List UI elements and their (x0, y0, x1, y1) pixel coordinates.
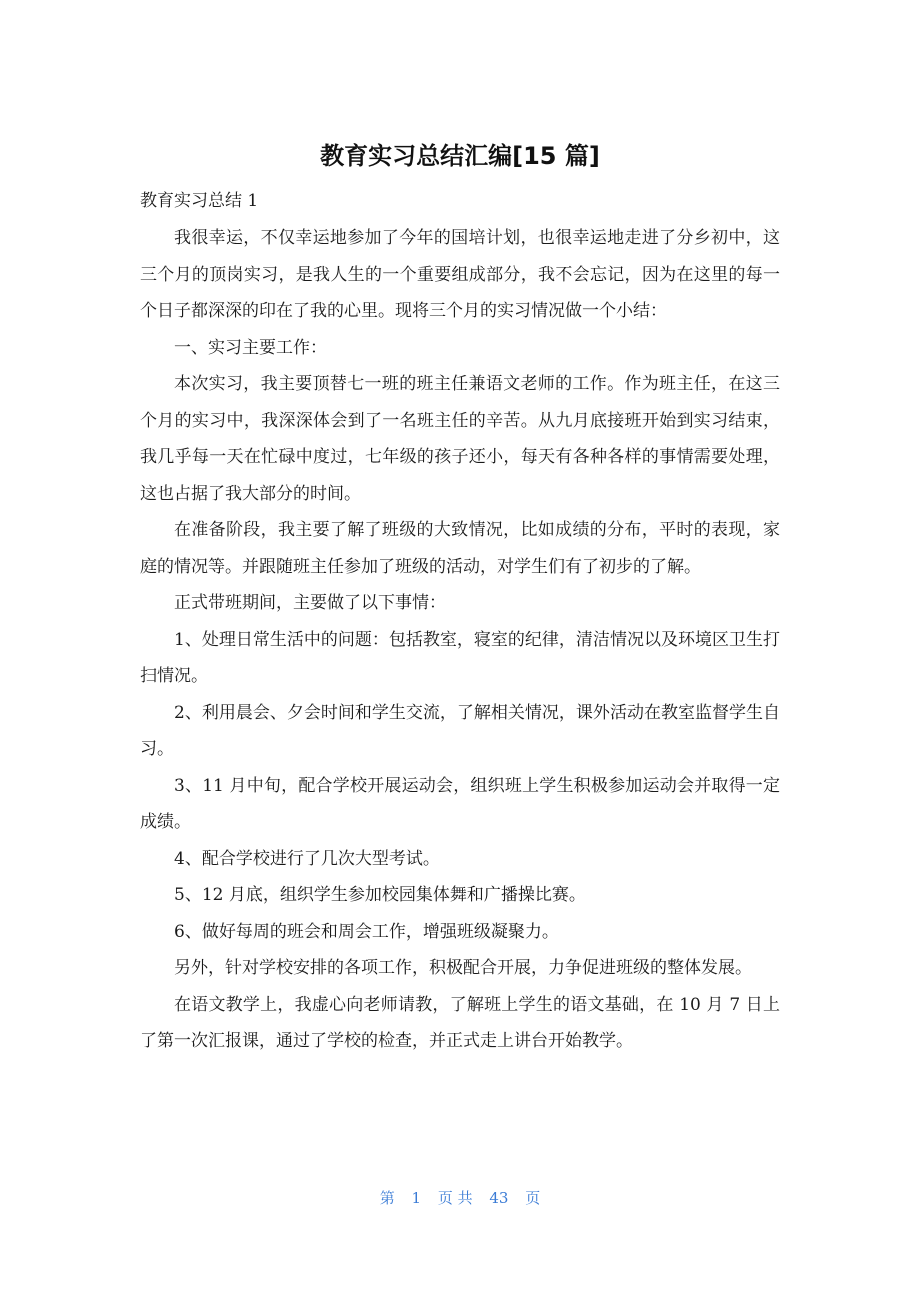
list-item-1: 1、处理日常生活中的问题：包括教室，寝室的纪律，清洁情况以及环境区卫生打扫情况。 (140, 629, 780, 686)
paragraph-class-teacher: 本次实习，我主要顶替七一班的班主任兼语文老师的工作。作为班主任，在这三个月的实习中，我深深体会到了一名班主任的辛苦。从九月底接班开始到实习结束，我几乎每一天在忙碌中度过，七年级的孩子还小，每天有各种各样的事情需要处理，这也占据了我大部分的时间。 (140, 374, 780, 504)
list-item-3: 3、11 月中旬，配合学校开展运动会，组织班上学生积极参加运动会并取得一定成绩。 (140, 775, 780, 832)
paragraph-additional-work: 另外，针对学校安排的各项工作，积极配合开展，力争促进班级的整体发展。 (174, 958, 752, 978)
footer-label-page: 第 (379, 1189, 395, 1207)
footer-current-page: 1 (411, 1189, 422, 1207)
list-item-2: 2、利用晨会、夕会时间和学生交流，了解相关情况，课外活动在教室监督学生自习。 (140, 702, 780, 759)
paragraph-preparation: 在准备阶段，我主要了解了班级的大致情况，比如成绩的分布，平时的表现，家庭的情况等。并跟随班主任参加了班级的活动，对学生们有了初步的了解。 (140, 520, 780, 577)
document-body (140, 184, 780, 1060)
list-item-6: 6、做好每周的班会和周会工作，增强班级凝聚力。 (174, 921, 559, 942)
page-footer (0, 1186, 920, 1210)
paragraph-intro: 我很幸运，不仅幸运地参加了今年的国培计划，也很幸运地走进了分乡初中，这三个月的顶岗实习，是我人生的一个重要组成部分，我不会忘记，因为在这里的每一个日子都深深的印在了我的心里。现将三个月的实习情况做一个小结： (140, 228, 780, 321)
document-title: 教育实习总结汇编[15 篇] (320, 142, 600, 170)
list-item-5: 5、12 月底，组织学生参加校园集体舞和广播操比赛。 (174, 885, 586, 905)
footer-total-pages: 43 (489, 1189, 509, 1207)
section-heading: 教育实习总结 1 (140, 191, 259, 211)
paragraph-chinese-teaching: 在语文教学上，我虚心向老师请教，了解班上学生的语文基础，在 10 月 7 日上了第一次汇报课，通过了学校的检查，并正式走上讲台开始教学。 (140, 994, 780, 1051)
paragraph-formal-period: 正式带班期间，主要做了以下事情： (174, 593, 446, 613)
footer-label-of: 页 共 (437, 1189, 473, 1207)
paragraph-heading-main-work: 一、实习主要工作： (174, 337, 327, 358)
list-item-4: 4、配合学校进行了几次大型考试。 (174, 848, 440, 869)
footer-label-pages: 页 (525, 1189, 541, 1207)
